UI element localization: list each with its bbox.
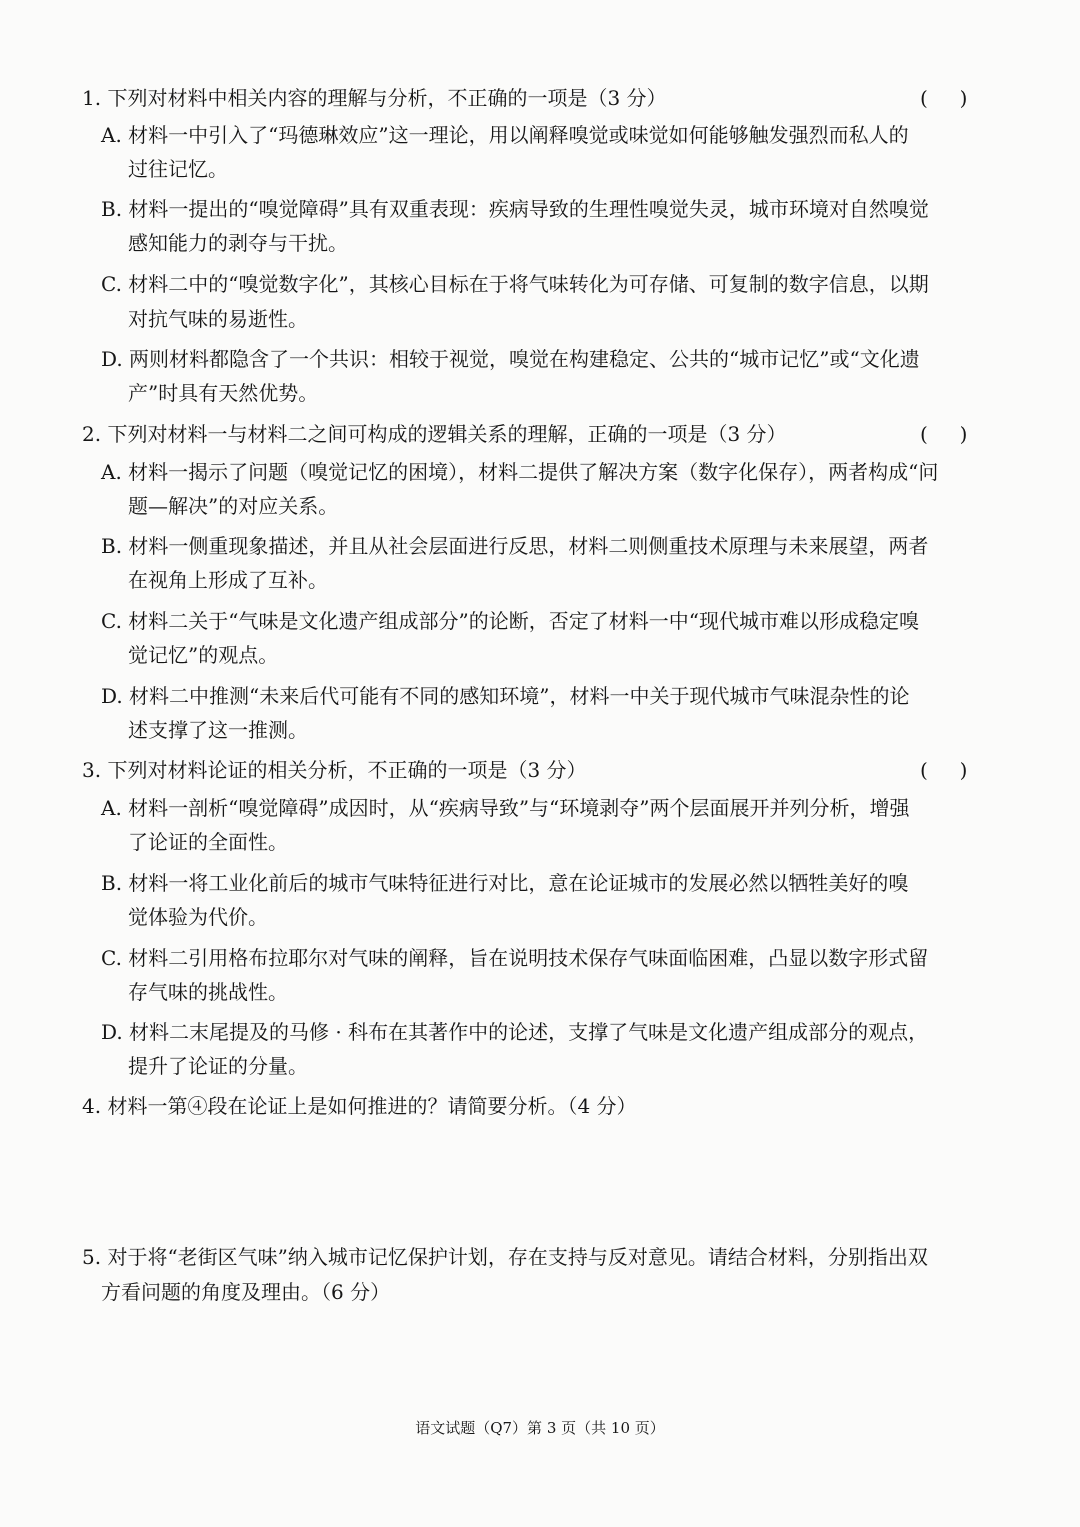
question-2-option-c: C. 材料二关于“气味是文化遗产组成部分”的论断，否定了材料一中“现代城市难以形成稳定嗅 [101,609,919,633]
question-3-option-a-cont: 了论证的全面性。 [128,830,288,854]
question-3-option-a: A. 材料一剖析“嗅觉障碍”成因时，从“疾病导致”与“环境剥夺”两个层面展开并列分析，增强 [101,796,910,820]
question-1-option-c: C. 材料二中的“嗅觉数字化”，其核心目标在于将气味转化为可存储、可复制的数字信息，以期 [101,272,929,296]
question-2-option-d: D. 材料二中推测“未来后代可能有不同的感知环境”，材料一中关于现代城市气味混杂性的论 [101,684,910,708]
question-1-option-c-cont: 对抗气味的易逝性。 [128,307,308,331]
question-1-option-d-cont: 产”时具有天然优势。 [128,381,319,405]
question-1-stem: 1. 下列对材料中相关内容的理解与分析，不正确的一项是（3 分） [82,86,667,110]
question-3-option-b: B. 材料一将工业化前后的城市气味特征进行对比，意在论证城市的发展必然以牺牲美好的嗅 [101,871,909,895]
question-1-option-a-cont: 过往记忆。 [128,157,228,181]
question-3-option-b-cont: 觉体验为代价。 [128,905,268,929]
question-1-option-d: D. 两则材料都隐含了一个共识：相较于视觉，嗅觉在构建稳定、公共的“城市记忆”或“文化遗 [101,347,920,371]
question-2-stem: 2. 下列对材料一与材料二之间可构成的逻辑关系的理解，正确的一项是（3 分） [82,422,787,446]
question-5-stem-cont: 方看问题的角度及理由。（6 分） [101,1280,391,1304]
question-3-option-d-cont: 提升了论证的分量。 [128,1054,308,1078]
question-1-option-b-cont: 感知能力的剥夺与干扰。 [128,231,348,255]
question-1-option-b: B. 材料一提出的“嗅觉障碍”具有双重表现：疾病导致的生理性嗅觉失灵，城市环境对自然嗅觉 [101,197,929,221]
question-2-option-d-cont: 述支撑了这一推测。 [128,718,308,742]
question-2-option-b-cont: 在视角上形成了互补。 [128,568,328,592]
question-3-option-c-cont: 存气味的挑战性。 [128,980,288,1004]
question-2-option-c-cont: 觉记忆”的观点。 [128,643,279,667]
question-4-stem: 4. 材料一第④段在论证上是如何推进的？请简要分析。（4 分） [82,1094,637,1118]
question-3-stem: 3. 下列对材料论证的相关分析，不正确的一项是（3 分） [82,758,587,782]
question-3-option-d: D. 材料二末尾提及的马修 · 科布在其著作中的论述，支撑了气味是文化遗产组成部分的观点， [101,1020,929,1044]
question-1-answer-blank: ( ) [920,86,968,110]
question-3-option-c: C. 材料二引用格布拉耶尔对气味的阐释，旨在说明技术保存气味面临困难，凸显以数字形式留 [101,946,929,970]
question-2-option-a-cont: 题—解决”的对应关系。 [128,494,339,518]
question-2-answer-blank: ( ) [920,422,968,446]
page-footer: 语文试题（Q7）第 3 页（共 10 页） [415,1419,665,1437]
question-3-answer-blank: ( ) [920,758,968,782]
question-5-stem: 5. 对于将“老街区气味”纳入城市记忆保护计划，存在支持与反对意见。请结合材料，分别指出双 [82,1245,928,1269]
question-2-option-a: A. 材料一揭示了问题（嗅觉记忆的困境），材料二提供了解决方案（数字化保存），两者构成“问 [101,460,939,484]
question-2-option-b: B. 材料一侧重现象描述，并且从社会层面进行反思，材料二则侧重技术原理与未来展望，两者 [101,534,929,558]
question-1-option-a: A. 材料一中引入了“玛德琳效应”这一理论，用以阐释嗅觉或味觉如何能够触发强烈而私人的 [101,123,909,147]
